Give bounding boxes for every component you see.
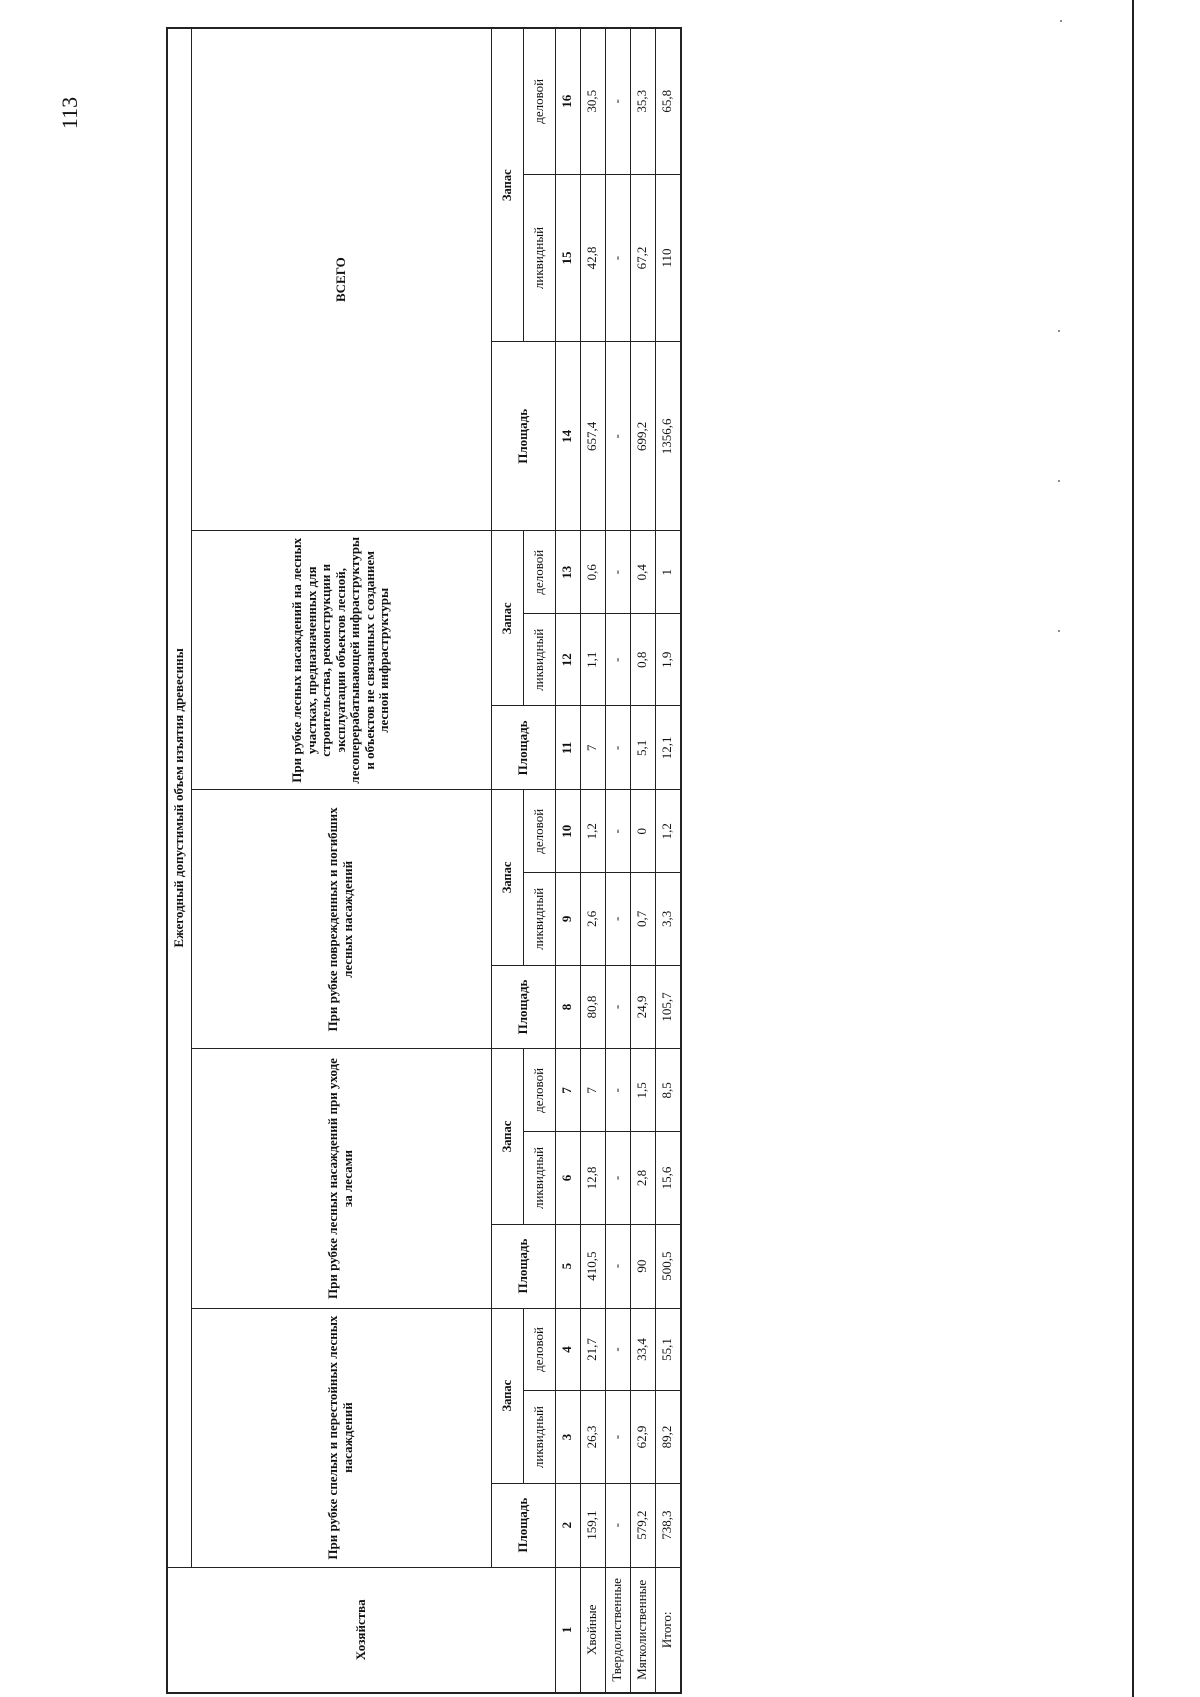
table-cell: 62,9 xyxy=(630,1391,655,1483)
stock-header: Запас xyxy=(491,28,523,342)
group-header-mature: При рубке спелых и перестойных лесных насаждений xyxy=(191,1308,491,1567)
table-cell: - xyxy=(605,28,630,174)
liquid-header: ликвидный xyxy=(523,1391,555,1483)
column-number: 9 xyxy=(555,873,580,965)
column-number: 10 xyxy=(555,790,580,873)
table-cell: 2,8 xyxy=(630,1132,655,1224)
stock-header: Запас xyxy=(491,531,523,706)
table-cell: 55,1 xyxy=(655,1308,681,1391)
table-cell: 0,7 xyxy=(630,873,655,965)
table-cell: 33,4 xyxy=(630,1308,655,1391)
scan-speck xyxy=(1058,630,1060,632)
table-cell: 2,6 xyxy=(580,873,605,965)
column-number: 5 xyxy=(555,1224,580,1308)
table-cell: 65,8 xyxy=(655,28,681,174)
group-header-construction: При рубке лесных насаждений на лесных участках, предназначенных для строительства, реконструкции и эксплуатации объектов лесной, лесоперерабатывающей инфраструктуры и объектов не связанных с созданием лесной инфраструктуры xyxy=(191,531,491,790)
table-cell: 35,3 xyxy=(630,28,655,174)
scan-speck xyxy=(1058,330,1060,332)
table-cell: 699,2 xyxy=(630,342,655,531)
column-number: 15 xyxy=(555,174,580,342)
liquid-header: ликвидный xyxy=(523,174,555,342)
scan-speck xyxy=(1058,480,1060,482)
table-cell: 80,8 xyxy=(580,965,605,1049)
column-number: 11 xyxy=(555,706,580,790)
area-header: Площадь xyxy=(491,1224,555,1308)
group-header-thinning: При рубке лесных насаждений при уходе за лесами xyxy=(191,1049,491,1308)
table-cell: 12,1 xyxy=(655,706,681,790)
table-cell: 1 xyxy=(655,531,681,614)
table-cell: - xyxy=(605,614,630,706)
stock-header: Запас xyxy=(491,1308,523,1483)
row-label: Твердолиственные xyxy=(605,1567,630,1693)
table-cell: 500,5 xyxy=(655,1224,681,1308)
group-header-total: ВСЕГО xyxy=(191,28,491,531)
table-row xyxy=(580,28,605,1693)
table-cell: 105,7 xyxy=(655,965,681,1049)
liquid-header: ликвидный xyxy=(523,1132,555,1224)
column-number: 2 xyxy=(555,1483,580,1567)
table-cell: 159,1 xyxy=(580,1483,605,1567)
table-cell: - xyxy=(605,965,630,1049)
column-number: 14 xyxy=(555,342,580,531)
table-cell: 89,2 xyxy=(655,1391,681,1483)
column-number: 6 xyxy=(555,1132,580,1224)
column-number: 1 xyxy=(555,1567,580,1693)
table-cell: - xyxy=(605,873,630,965)
table-cell: 67,2 xyxy=(630,174,655,342)
table-cell: 110 xyxy=(655,174,681,342)
column-number: 3 xyxy=(555,1391,580,1483)
group-header-damaged: При рубке поврежденных и погибших лесных насаждений xyxy=(191,790,491,1049)
liquid-header: ликвидный xyxy=(523,873,555,965)
business-header: деловой xyxy=(523,531,555,614)
table-row xyxy=(655,28,681,1693)
table-cell: 8,5 xyxy=(655,1049,681,1132)
table-cell: 42,8 xyxy=(580,174,605,342)
table-cell: 579,2 xyxy=(630,1483,655,1567)
table-row xyxy=(630,28,655,1693)
area-header: Площадь xyxy=(491,965,555,1049)
area-header: Площадь xyxy=(491,1483,555,1567)
business-header: деловой xyxy=(523,1049,555,1132)
table-cell: 15,6 xyxy=(655,1132,681,1224)
page-number: 113 xyxy=(57,96,82,130)
table-cell: 5,1 xyxy=(630,706,655,790)
table-cell: - xyxy=(605,1224,630,1308)
table-cell: 1,2 xyxy=(655,790,681,873)
table-cell: 7 xyxy=(580,706,605,790)
table-cell: - xyxy=(605,531,630,614)
scan-speck xyxy=(1060,20,1062,22)
table-cell: 26,3 xyxy=(580,1391,605,1483)
table-title: Ежегодный допустимый объем изъятия древесины xyxy=(167,28,191,1567)
table-cell: 3,3 xyxy=(655,873,681,965)
area-header: Площадь xyxy=(491,706,555,790)
table-cell: 1,5 xyxy=(630,1049,655,1132)
row-label: Итого: xyxy=(655,1567,681,1693)
row-header-cell: Хозяйства xyxy=(167,1567,555,1693)
table-cell: 0,4 xyxy=(630,531,655,614)
table-cell: 0,8 xyxy=(630,614,655,706)
table-cell: - xyxy=(605,1391,630,1483)
column-number: 7 xyxy=(555,1049,580,1132)
table-cell: 90 xyxy=(630,1224,655,1308)
table-cell: 30,5 xyxy=(580,28,605,174)
table-cell: 12,8 xyxy=(580,1132,605,1224)
table-cell: - xyxy=(605,1483,630,1567)
table-cell: 738,3 xyxy=(655,1483,681,1567)
table-cell: 410,5 xyxy=(580,1224,605,1308)
column-number: 8 xyxy=(555,965,580,1049)
stock-header: Запас xyxy=(491,1049,523,1224)
table-cell: - xyxy=(605,174,630,342)
table-cell: 24,9 xyxy=(630,965,655,1049)
column-number: 13 xyxy=(555,531,580,614)
table-cell: 1,9 xyxy=(655,614,681,706)
table-cell: - xyxy=(605,1049,630,1132)
column-number: 16 xyxy=(555,28,580,174)
timber-harvest-table xyxy=(166,27,682,1694)
table-cell: 21,7 xyxy=(580,1308,605,1391)
table-cell: - xyxy=(605,706,630,790)
table-cell: 0 xyxy=(630,790,655,873)
table-cell: - xyxy=(605,1132,630,1224)
table-row xyxy=(605,28,630,1693)
table-cell: - xyxy=(605,1308,630,1391)
business-header: деловой xyxy=(523,790,555,873)
row-label: Хвойные xyxy=(580,1567,605,1693)
column-number: 12 xyxy=(555,614,580,706)
table-cell: - xyxy=(605,790,630,873)
table-cell: 657,4 xyxy=(580,342,605,531)
table-cell: 1,2 xyxy=(580,790,605,873)
area-header: Площадь xyxy=(491,342,555,531)
business-header: деловой xyxy=(523,28,555,174)
table-cell: 1356,6 xyxy=(655,342,681,531)
rotated-table-container xyxy=(166,27,675,1694)
table-cell: 1,1 xyxy=(580,614,605,706)
stock-header: Запас xyxy=(491,790,523,965)
column-number: 4 xyxy=(555,1308,580,1391)
table-cell: 0,6 xyxy=(580,531,605,614)
business-header: деловой xyxy=(523,1308,555,1391)
right-margin-rule xyxy=(1132,0,1134,1697)
table-cell: - xyxy=(605,342,630,531)
row-label: Мягколиственные xyxy=(630,1567,655,1693)
liquid-header: ликвидный xyxy=(523,614,555,706)
table-cell: 7 xyxy=(580,1049,605,1132)
column-number-row xyxy=(555,28,580,1693)
